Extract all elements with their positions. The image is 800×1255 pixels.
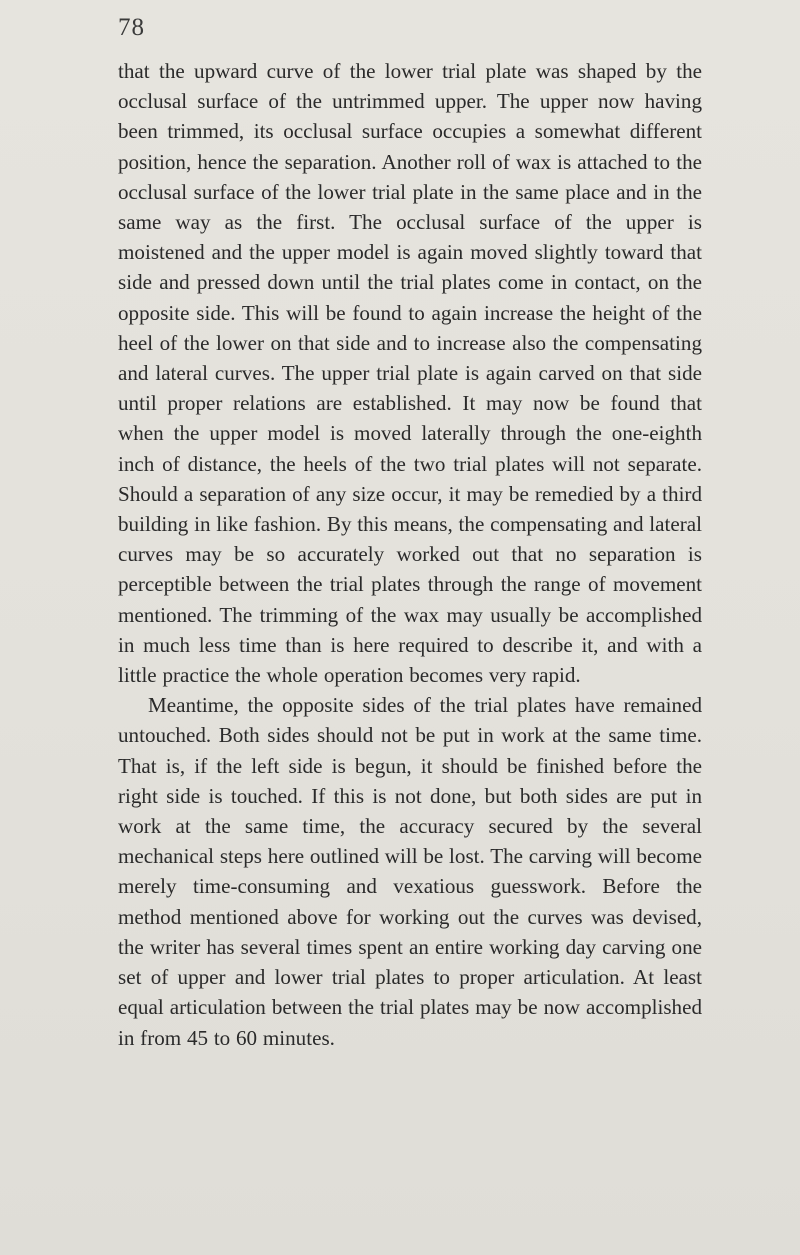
page-number: 78: [118, 14, 145, 41]
body-text: [118, 56, 702, 1053]
paragraph-1: that the upward curve of the lower trial plate was shaped by the occlusal surface of the untrimmed upper. The upper now having been trimmed, its occlusal surface occupies a somewhat different position, hence the separation. Another roll of wax is attached to the occlusal surface of the lower trial plate in the same place and in the same way as the first. The occlusal surface of the upper is moistened and the upper model is again moved slightly toward that side and pressed down until the trial plates come in contact, on the opposite side. This will be found to again increase the height of the heel of the lower on that side and to increase also the compensating and lateral curves. The upper trial plate is again carved on that side until proper relations are established. It may now be found that when the upper model is moved laterally through the one-eighth inch of distance, the heels of the two trial plates will not separate. Should a separation of any size occur, it may be remedied by a third building in like fashion. By this means, the compensating and lateral curves may be so accurately worked out that no separation is perceptible between the trial plates through the range of movement mentioned. The trimming of the wax may usually be accomplished in much less time than is here required to describe it, and with a little practice the whole operation becomes very rapid.: [118, 59, 702, 688]
paragraph-2: Meantime, the opposite sides of the trial plates have remained untouched. Both sides should not be put in work at the same time. That is, if the left side is begun, it should be finished before the right side is touched. If this is not done, but both sides are put in work at the same time, the accuracy secured by the several mechanical steps here outlined will be lost. The carving will become merely time-consuming and vexatious guesswork. Before the method mentioned above for working out the curves was devised, the writer has several times spent an entire working day carving one set of upper and lower trial plates to proper articulation. At least equal articulation between the trial plates may be now accomplished in from 45 to 60 minutes.: [118, 693, 702, 1050]
